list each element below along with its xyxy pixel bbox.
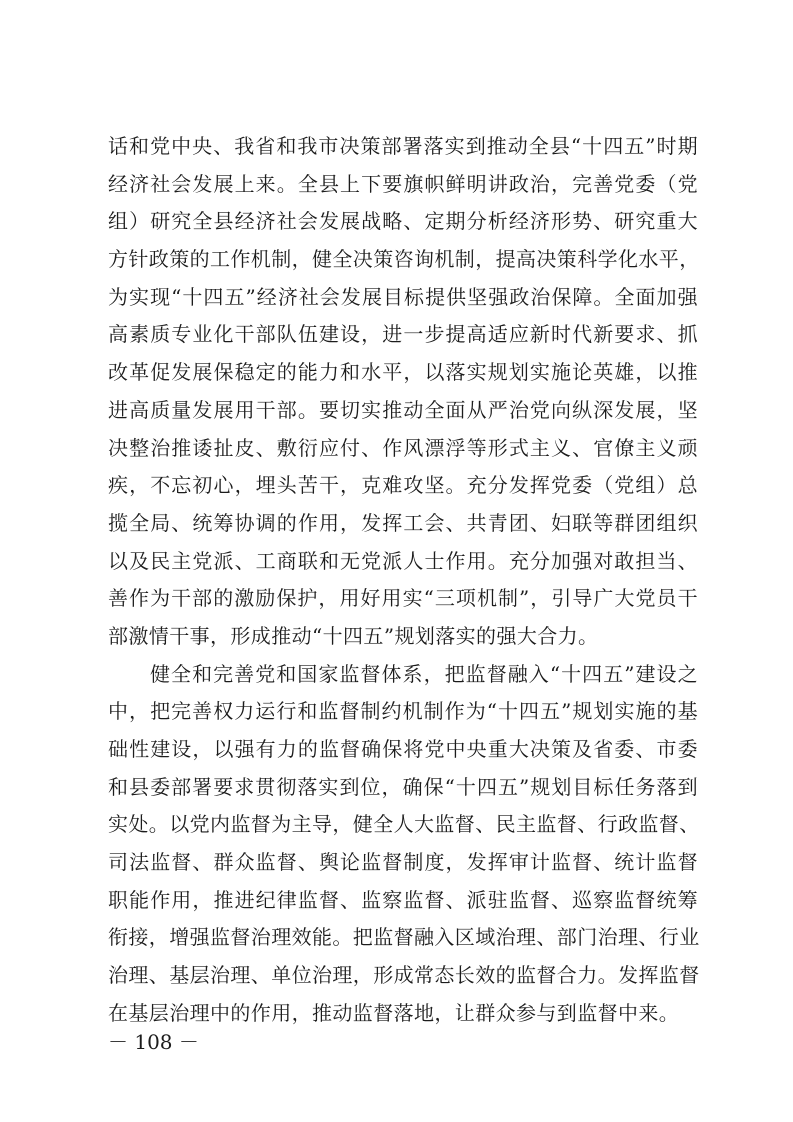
- text-line: 为实现“十四五”经济社会发展目标提供坚强政治保障。全面加强: [108, 284, 698, 309]
- text-line: 健全和完善党和国家监督体系，把监督融入“十四五”建设之: [150, 661, 698, 686]
- text-line: 实处。以党内监督为主导，健全人大监督、民主监督、行政监督、: [108, 812, 700, 837]
- text-line: 司法监督、群众监督、舆论监督制度，发挥审计监督、统计监督: [108, 850, 698, 875]
- text-line: 在基层治理中的作用，推动监督落地，让群众参与到监督中来。: [108, 1000, 680, 1025]
- text-line: 高素质专业化干部队伍建设，进一步提高适应新时代新要求、抓: [108, 322, 698, 347]
- text-line: 改革促发展保稳定的能力和水平，以落实规划实施论英雄，以推: [108, 360, 698, 385]
- text-line: 础性建设，以强有力的监督确保将党中央重大决策及省委、市委: [108, 737, 698, 761]
- text-line: 以及民主党派、工商联和无党派人士作用。充分加强对敢担当、: [108, 548, 698, 573]
- text-line: 衔接，增强监督治理效能。把监督融入区域治理、部门治理、行业: [108, 925, 700, 950]
- text-line: 组）研究全县经济社会发展战略、定期分析经济形势、研究重大: [108, 209, 698, 234]
- text-line: 职能作用，推进纪律监督、监察监督、派驻监督、巡察监督统筹: [108, 887, 698, 912]
- text-line: 揽全局、统筹协调的作用，发挥工会、共青团、妇联等群团组织: [108, 510, 698, 535]
- text-line: 和县委部署要求贯彻落实到位，确保“十四五”规划目标任务落到: [108, 774, 698, 799]
- text-line: 中，把完善权力运行和监督制约机制作为“十四五”规划实施的基: [108, 699, 698, 724]
- text-line: 部激情干事，形成推动“十四五”规划落实的强大合力。: [108, 623, 599, 648]
- paragraph-1: [108, 128, 698, 656]
- text-line: 疾，不忘初心，埋头苦干，克难攻坚。充分发挥党委（党组）总: [108, 473, 698, 498]
- text-line: 善作为干部的激励保护，用好用实“三项机制”，引导广大党员干: [108, 586, 698, 611]
- text-line: 话和党中央、我省和我市决策部署落实到推动全县“十四五”时期: [108, 134, 698, 158]
- text-line: 治理、基层治理、单位治理，形成常态长效的监督合力。发挥监督: [108, 963, 700, 988]
- paragraph-2: [108, 656, 698, 1033]
- text-line: 方针政策的工作机制，健全决策咨询机制，提高决策科学化水平，: [108, 247, 700, 272]
- text-line: 决整治推诿扯皮、敷衍应付、作风漂浮等形式主义、官僚主义顽: [108, 435, 698, 460]
- text-line: 进高质量发展用干部。要切实推动全面从严治党向纵深发展，坚: [108, 397, 698, 422]
- text-line: 经济社会发展上来。全县上下要旗帜鲜明讲政治，完善党委（党: [108, 171, 698, 196]
- page-number: － 108 －: [108, 1030, 199, 1054]
- body-text: [108, 128, 698, 1033]
